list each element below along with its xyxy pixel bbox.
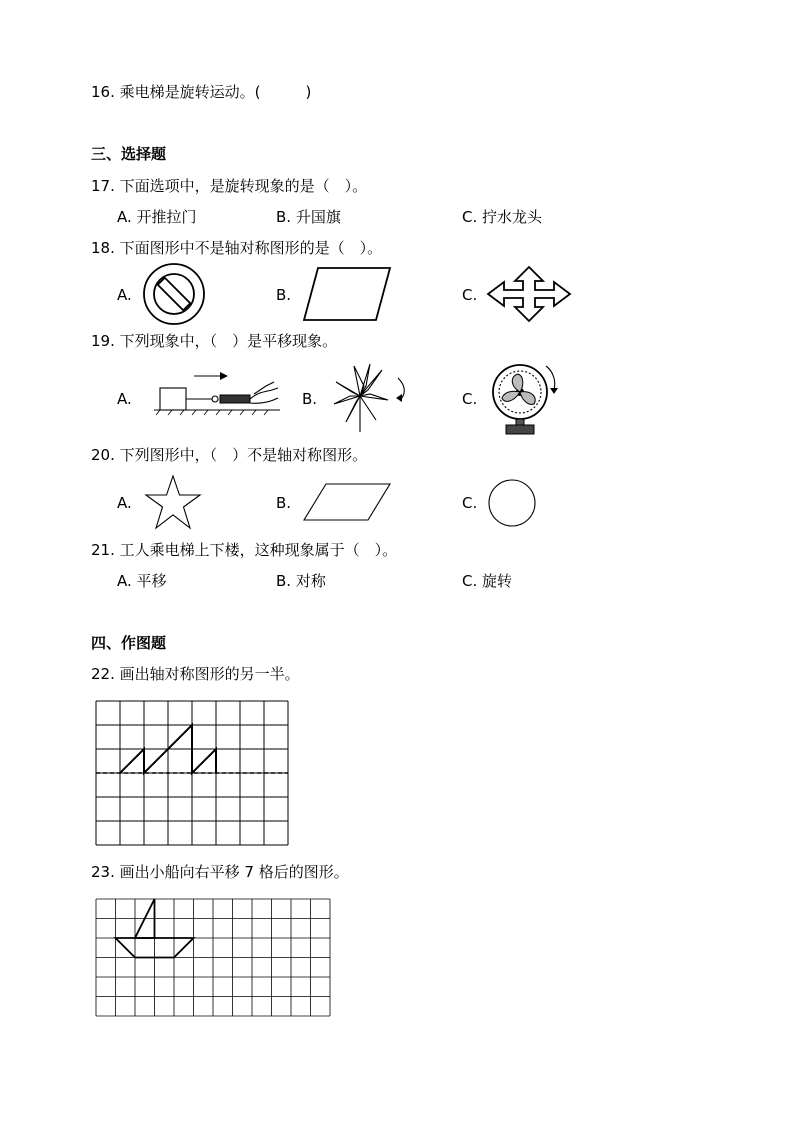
star-icon <box>144 474 204 532</box>
q18-option-a[interactable]: A. <box>117 286 132 304</box>
q19-option-a[interactable]: A. <box>117 390 132 408</box>
question-23-stem: 23. 画出小船向右平移 7 格后的图形。 <box>91 863 349 881</box>
question-17-stem: 17. 下面选项中，是旋转现象的是（ ）。 <box>91 177 368 195</box>
pinwheel-icon <box>332 360 412 434</box>
electric-fan-icon <box>490 360 570 440</box>
question-19-stem: 19. 下列现象中，（ ）是平移现象。 <box>91 332 338 350</box>
box-pulled-by-hand-icon <box>150 366 290 416</box>
q17-option-a[interactable]: A. 开推拉门 <box>117 208 197 226</box>
question-20-stem: 20. 下列图形中，（ ）不是轴对称图形。 <box>91 446 368 464</box>
circle-icon <box>486 478 540 530</box>
q20-option-a[interactable]: A. <box>117 494 132 512</box>
q17-option-b[interactable]: B. 升国旗 <box>276 208 341 226</box>
q18-option-c[interactable]: C. <box>462 286 478 304</box>
q20-option-b[interactable]: B. <box>276 494 292 512</box>
parallelogram-icon <box>302 266 392 322</box>
q21-option-b[interactable]: B. 对称 <box>276 572 326 590</box>
question-22-stem: 22. 画出轴对称图形的另一半。 <box>91 665 300 683</box>
translation-grid[interactable] <box>96 899 334 1021</box>
q20-option-c[interactable]: C. <box>462 494 478 512</box>
question-16: 16. 乘电梯是旋转运动。( ) <box>91 83 312 101</box>
question-18-stem: 18. 下面图形中不是轴对称图形的是（ ）。 <box>91 239 383 257</box>
section-drawing-title: 四、作图题 <box>91 634 167 652</box>
q21-option-a[interactable]: A. 平移 <box>117 572 167 590</box>
q21-option-c[interactable]: C. 旋转 <box>462 572 513 590</box>
q17-option-c[interactable]: C. 拧水龙头 <box>462 208 543 226</box>
q19-option-b[interactable]: B. <box>302 390 318 408</box>
q19-option-c[interactable]: C. <box>462 390 478 408</box>
q18-option-b[interactable]: B. <box>276 286 292 304</box>
four-way-arrow-icon <box>486 265 572 323</box>
question-21-stem: 21. 工人乘电梯上下楼，这种现象属于（ ）。 <box>91 541 398 559</box>
parallelogram-icon <box>302 482 394 522</box>
section-choice-title: 三、选择题 <box>91 145 167 163</box>
no-entry-sign-icon <box>140 262 208 326</box>
symmetry-grid[interactable] <box>96 701 290 845</box>
